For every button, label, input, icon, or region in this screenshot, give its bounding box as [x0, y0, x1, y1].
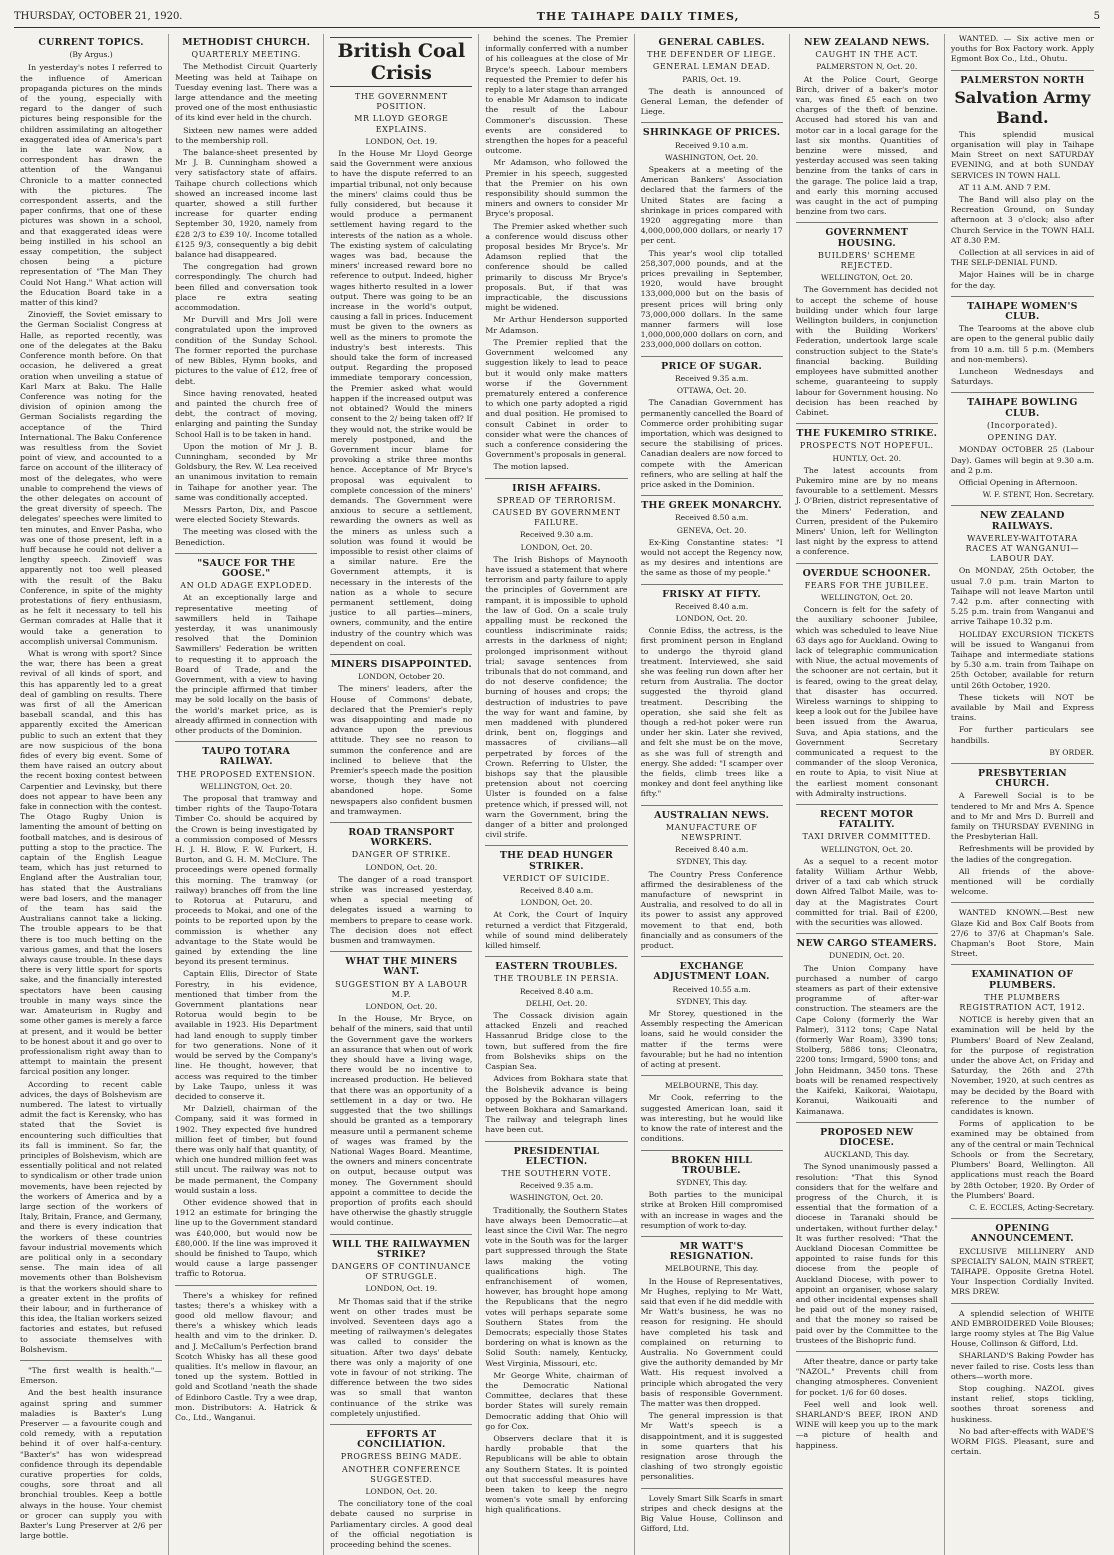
- paragraph: The proposal that tramway and timber rights of the Taupo-Totara Timber Co. should be acquired by the Crown is being investigated by a commission composed of Messrs H. J. H. Blow, F. W. Furkert, H. Burton, and G. H. M. McClure. The proceedings were opened formally this morning. The tramway (or railway) branches off from the line to Rotorua at Putaruru, and proceeds to Mokai, and one of the points to be reported upon by the commission is whether any advantage to the State would be gained by extending the line beyond its present terminus.: [175, 794, 318, 967]
- column-rule: [641, 122, 783, 123]
- paragraph: At the Police Court, George Birch, driver of a baker's motor van, was fined £5 each on two charges of the theft of benzine. Accused had stored his van and motor car in a local garage for the last six months. Quantities of benzine were missed, and yesterday accused was seen taking benzine from the tanks of cars in the garage. The police laid a trap, and early this morning accused was caught in the act of pumping benzine from two cars.: [795, 74, 938, 217]
- paragraph: After theatre, dance or party take "NAZOL." Prevents chill from changing atmospheres. Convenient for pocket. 1/6 for 60 doses.: [795, 1356, 938, 1397]
- article: [951, 296, 1094, 388]
- article: [175, 38, 317, 548]
- column-rule: [641, 1488, 783, 1489]
- signature: W. F. STENT, Hon. Secretary.: [982, 490, 1094, 500]
- paragraph: Both parties to the municipal strike at Broken Hill compromised with an increase in wages and the resumption of work to-day.: [640, 1190, 783, 1230]
- paragraph: WANTED KNOWN.—Best new Glaze Kid and Box Calf Boots from 27/6 to 37/6 at Chapman's Sale. Chapman's Boot Store, Main Street.: [950, 908, 1094, 959]
- paragraph: The Canadian Government has permanently cancelled the Board of Commerce order prohibiting sugar importation, which was designed to secure the stabilising of prices. Canadian dealers are now forced to compete with the American refiners, who are selling at half the price asked in the Dominion.: [640, 398, 783, 489]
- dateline: WASHINGTON, Oct. 20.: [509, 1193, 604, 1203]
- article-heading: IRISH AFFAIRS.: [512, 482, 601, 494]
- article: [641, 495, 783, 578]
- dateline: WELLINGTON, Oct. 20.: [200, 781, 293, 791]
- paragraph: Major Haines will be in charge for the day.: [950, 270, 1094, 290]
- paragraph: The Irish Bishops of Maynooth have issued a statement that where terrorism and party failure to apply the principles of Government are rampant, it is impossible to uphold the law of God. On a scale truly appalling must be reckoned the countless indiscriminate raids; arrests in the darkness of night; prolonged imprisonment without trial; savage sentences from tribunals that do not command, and do not deserve confidence; the burning of houses and crops; the destruction of industries to pave the way for want and famine, by men maddened with plundered drink, bent on, floggings and massacres of civilians—all perpetrated by forces of the Crown. Referring to Ulster, the bishops say that the plausible pretension about not coercing Ulster is founded on a false pretence which, if pressed will, not warn the Government, bring the danger of a bitter and prolonged civil strife.: [485, 554, 628, 840]
- column-2: [169, 34, 324, 1555]
- dateline: LONDON, Oct. 20.: [675, 613, 748, 623]
- paragraph: Lovely Smart Silk Scarfs in smart stripes and check designs at the Big Value House, Collinson and Gifford, Ltd.: [640, 1493, 783, 1534]
- paragraph: According to recent cable advices, the days of Bolshevism are numbered. The latest to virtually admit the fact is Kerensky, who has stated that the Soviet is encountering such difficulties that its fall is imminent. So far, the principles of Bolshevism, which are essentially political and not related to syndicalism or other trade union movements, have been rejected by the workers of America and by a large section of the workers of Italy, Britain, France, and Germany, and there is every indication that the workers of these countries favour industrial movements which are political only in a secondary sense. The main idea of all movements other than Bolshevism is that the workers should share to a greater extent in the profits of their labour, and in furtherance of this idea, the Italian workers seized factories and estates, but refused to associate themselves with Bolshevism.: [20, 1079, 163, 1354]
- article: [175, 741, 317, 1279]
- dateline: LONDON, Oct. 20.: [365, 862, 438, 872]
- article: [951, 763, 1094, 897]
- paragraph: As a sequel to a recent motor fatality William Arthur Webb, driver of a taxi cab which struck down Alfred Talbot Maile, was to-day at the Magistrates Court committed for trial. Bail of £200, with the securities was allowed.: [795, 856, 938, 928]
- paragraph: Ex-King Constantine states: "I would not accept the Regency now, as my desires and intentions are the same as those of my people.": [640, 537, 783, 578]
- paragraph: What is wrong with sport? Since the war, there has been a great revival of all kinds of sport, and this has apparently led to a great deal of gambling on results. There was first of all the American baseball scandal, and this has apparently excited the American public to such an extent that they are now suspicious of the bona fides of every big event. Some of them have raised an outcry about the recent boxing contest between Carpentier and Levinsky, but there does not appear to have been any fake in connection with the contest. The Otago Rugby Union is lamenting the amount of betting on football matches, and is desirous of putting a stop to the practice. The captain of the English League team, which has just returned to England after the Australian tour, has stated that the Australians were bad losers, and the manager of the team has said the Australians cannot take a licking. The trouble appears to be that there is too much betting on the various games, and that the losers always cause trouble. In these days there is very little sport for sports sake, and the financially interested spectators have been causing trouble in many ways since the war. Amateurism in Rugby and some other games is merely a farce at present, and it would be better to be honest about it and go over to professionalism right away than to attempt to maintain the present farcical position any longer.: [20, 648, 163, 1077]
- sub-heading: AN OLD ADAGE EXPLODED.: [180, 581, 313, 591]
- paragraph: In the House, Mr Bryce, on behalf of the miners, said that until the Government gave the workers an assurance that when out of work they should have a living wage, there would be no incentive to increased production. He believed that there was an opportunity of a settlement in a day or two. He suggested that the two shillings should be granted as a temporary measure until a permanent scheme of wages was framed by the National Wages Board. Meantime, the owners and miners concentrate on output, because output was money. The Government should appoint a committee to decide the proportion of profits each should have otherwise the ghastly struggle would continue.: [330, 1014, 473, 1228]
- article-heading: THE DEAD HUNGER STRIKER.: [499, 850, 614, 872]
- paragraph: The balance-sheet presented by Mr J. B. Cunningham showed a very satisfactory state of affairs. Taihape church collections which showed an increased income last quarter, showed a still further increase for quarter ending September 30, 1920, namely from £28 2/3 to £39 10/. Income totalled £125 9/3, consequently a big debit balance had disappeared.: [175, 148, 318, 260]
- article: [330, 654, 472, 817]
- paragraph: Since having renovated, heated and painted the church free of debt, the contract of moving, enlarging and painting the Sunday School Hall is to be taken in hand.: [175, 388, 318, 439]
- paragraph: The Synod unanimously passed a resolution: "That this Synod considers that for the welfare and progress of the Church, it is essential that the formation of a diocese in Taranaki should be undertaken, without further delay." It was further resolved: "That the Auckland Diocesan Committee be appointed to raise funds for this diocese from the people of Auckland Diocese, with power to appoint an organiser, whose salary and other incidental expenses shall be paid out of the money raised, and that the money so raised be paid over by the Committee to the trustees of the Bishopric fund.: [795, 1162, 938, 1345]
- dateline: DUNEDIN, Oct. 20.: [829, 951, 905, 961]
- paragraph: Advices from Bokhara state that the Bolshevik advance is being opposed by the Bokharan villagers between Bokhara and Samarkand. The railway and telegraph lines have been cut.: [485, 1074, 628, 1135]
- dateline: LONDON, Oct. 19.: [365, 1284, 438, 1294]
- article: [796, 804, 938, 928]
- sub-heading: THE GOVERNMENT POSITION.: [354, 92, 448, 112]
- paragraph: Mr Cook, referring to the suggested American loan, said it was interesting, but he would like to know the rate of interest and the conditions.: [640, 1093, 783, 1144]
- paragraph: Forms of application to be examined may be obtained from any of the central or main Technical Schools or from the Secretary, Plumbers' Board, Wellington. All applications must reach the Board by 28th October, 1920. By Order of the Plumbers' Board.: [950, 1119, 1094, 1200]
- article: [641, 584, 783, 800]
- paragraph: The latest accounts from Pukemiro mine are by no means favourable to a settlement. Messrs J. O'Brien, district representative of the Miners' Federation, and Curren, president of the Pukemiro Miners' Union, left for Wellington last night by the express to attend a conference.: [795, 465, 938, 557]
- paragraph: Mr George White, chairman of the Democratic National Committee, declares that these border States will surely remain Democratic adding that Ohio will go for Cox.: [485, 1370, 628, 1431]
- paragraph: At an exceptionally large and representative meeting of sawmillers held in Taihape yesterday, it was unanimously resolved that the Dominion Sawmillers' Federation be written to requesting it to approach the Board of Trade, and the Government, with a view to having the principle affirmed that timber may be sold locally on the basis of the world's market price, as is already affirmed in connection with other products of the Dominion.: [175, 593, 318, 735]
- column-rule: [641, 956, 783, 957]
- sub-heading: WAVERLEY-WAITOTARA RACES AT WANGANUI—LABOUR DAY.: [965, 533, 1080, 564]
- article: [796, 933, 938, 1116]
- paragraph: Mr Adamson, who followed the Premier in his speech, suggested that the Premier on his own responsibility should summon the miners and owners to consider Mr Bryce's proposal.: [485, 158, 628, 219]
- column-rule: [951, 902, 1094, 903]
- article: [796, 1351, 938, 1451]
- article: [641, 1236, 783, 1483]
- dateline: PARIS, Oct. 19.: [682, 74, 742, 84]
- paragraph: The danger of a road transport strike was increased yesterday, when a special meeting of delegates issued a warning to members to prepare to cease work. The decision does not effect busmen and tramwaymen.: [330, 874, 473, 946]
- received-time: Received 9.35 a.m.: [519, 1181, 594, 1191]
- paragraph: For further particulars see handbills.: [950, 725, 1094, 745]
- column-rule: [485, 478, 627, 479]
- sub-heading: THE SOUTHERN VOTE.: [501, 1168, 612, 1178]
- column-rule: [330, 1234, 472, 1235]
- lead-headline: British Coal Crisis: [330, 37, 472, 87]
- column-1: [14, 34, 169, 1555]
- article-heading: EXAMINATION OF PLUMBERS.: [971, 969, 1074, 991]
- paragraph: AT 11 A.M. AND 7 P.M.: [958, 182, 1051, 192]
- article-heading: PRESBYTERIAN CHURCH.: [977, 767, 1067, 790]
- article-heading: MR WATT'S RESIGNATION.: [669, 1240, 754, 1263]
- paragraph: On MONDAY, 25th October, the usual 7.0 p.m. train Marton to Taihape will not leave Marton until 7.42 p.m. after connecting with 5.25 p.m. train from Wanganui and arrive Taihape 10.32 p.m.: [950, 566, 1094, 627]
- sub-heading: THE TROUBLE IN PERSIA.: [493, 974, 620, 984]
- column-rule: [641, 1150, 783, 1151]
- article-heading: OVERDUE SCHOONER.: [802, 567, 931, 579]
- paragraph: Traditionally, the Southern States have always been Democratic—at least since the Civil War. The negro vote in the South was for the larger part suppressed through the State laws making the voting qualifications high. The enfranchisement of women, however, has brought hope among the Republicans that the negro votes will perhaps separate some Southern States from the Democrats; especially those States bordering on what is known as the Solid South: namely, Kentucky, West Virginia, Missouri, etc.: [485, 1205, 628, 1368]
- article: [485, 845, 627, 951]
- article-heading: MINERS DISAPPOINTED.: [330, 658, 472, 670]
- dateline: PALMERSTON N, Oct. 20.: [816, 62, 918, 72]
- column-rule: [330, 822, 472, 823]
- paragraph: Concern is felt for the safety of the auxiliary schooner Jubilee, which was scheduled to leave Niue 63 days ago for Auckland. Owing to lack of telegraphic communication with Niue, the actual movements of the schooner are not certain, but it is feared, owing to the great delay, that disaster has occurred. Wireless warnings to shipping to keep a look out for the Jubilee have been issued from the Awarua, Suva, and Apia stations, and the Government Secretary communicated a request to the commander of the sloop Veronica, en route to Apia, to visit Niue at the earliest moment consonant with Admiralty instructions.: [795, 605, 938, 798]
- page-number: 5: [1093, 11, 1100, 22]
- column-rule: [485, 956, 627, 957]
- column-rule: [951, 763, 1094, 764]
- sub-heading: QUARTERLY MEETING.: [191, 50, 301, 60]
- paragraph: In the House of Representatives, Mr Hughes, replying to Mr Watt, said that even if he did meddle with Mr Watt's business, he was no reason for resigning. He should have completed his task and complained on returning to Australia. No Government could give the authority demanded by Mr Watt. His request involved a principle which abrogated the very basis of responsible Government. The matter was then dropped.: [640, 1276, 783, 1408]
- paragraph: And the best health insurance against spring and summer maladies is Baxter's Lung Preserver — a favourite cough and cold remedy, with a reputation behind it of over half-a-century. "Baxter's" has won widespread confidence through its dependable curative properties for colds, coughs, sore throat and all bronchial troubles. Keep a bottle always in the house. Your chemist or grocer can supply you with Baxter's Lung Preserver at 2/6 per large bottle.: [20, 1388, 163, 1541]
- dateline: LONDON, October 20.: [357, 672, 445, 682]
- columns: [14, 34, 1100, 1550]
- sub-heading: DANGER OF STRIKE.: [351, 850, 451, 860]
- article: [951, 34, 1094, 65]
- article-heading: AUSTRALIAN NEWS.: [654, 809, 770, 821]
- sub-heading: PROSPECTS NOT HOPEFUL.: [799, 441, 934, 451]
- article: [796, 1122, 938, 1346]
- dateline: AUCKLAND, This day.: [824, 1150, 910, 1160]
- paragraph: "The first wealth is health."—Emerson.: [20, 1366, 163, 1386]
- paragraph: Collection at all services in aid of THE SELF-DENIAL FUND.: [950, 248, 1094, 268]
- article-heading: EXCHANGE ADJUSTMENT LOAN.: [653, 961, 770, 983]
- article-heading: EFFORTS AT CONCILIATION.: [357, 1428, 446, 1451]
- paragraph: The Government has decided not to accept the scheme of house building under which four large Wellington builders, in conjunction with the Building Workers' Federation, undertook large scale construction subject to the State's financial backing. Building employees have submitted another scheme, guaranteeing to supply labour for Government housing. No decision has been reached by Cabinet.: [795, 285, 938, 417]
- article-heading: RECENT MOTOR FATALITY.: [820, 809, 914, 831]
- article: [796, 423, 938, 557]
- sub-heading: SPREAD OF TERRORISM.: [496, 495, 617, 505]
- paragraph: The motion lapsed.: [493, 462, 569, 472]
- article: [641, 1150, 783, 1231]
- sub-heading: DANGERS OF CONTINUANCE OF STRUGGLE.: [331, 1261, 472, 1282]
- paragraph: The Cossack division again attacked Enzeli and reached Hassanrud Bridge close to the town, but suffered from the fire from Bolsheviks ships on the Caspian Sea.: [485, 1011, 628, 1072]
- paragraph: behind the scenes. The Premier informally conferred with a number of his colleagues at the close of Mr Bryce's speech. Labour members requested the Premier to defer his reply to a later stage than arranged to enable Mr Adamson to indicate the result of the Labour Commoner's discussion. These events are considered to strengthen the hopes for a peaceful outcome.: [485, 34, 628, 156]
- paragraph: Observers declare that it is hardly probable that the Republicans will be able to obtain any Southern States. It is pointed out that successful measures have been taken to keep the negro women's vote small by enforcing high qualifications.: [485, 1434, 628, 1515]
- column-7: [945, 34, 1100, 1555]
- received-time: Received 8.40 a.m.: [519, 986, 594, 996]
- article: [951, 1303, 1094, 1458]
- article: [951, 392, 1094, 500]
- sub-heading: GENERAL LEMAN DEAD.: [652, 62, 771, 72]
- dateline: HUNTLY, Oct. 20.: [832, 453, 902, 463]
- article: [175, 553, 317, 736]
- article: [330, 1424, 472, 1550]
- article-heading: TAUPO TOTARA RAILWAY.: [202, 746, 291, 768]
- paragraph: The Methodist Circuit Quarterly Meeting was held at Taihape on Tuesday evening last. There was a large attendance and the meeting proved one of the most enthusiastic of its kind ever held in the church.: [175, 62, 318, 123]
- paragraph: HOLIDAY EXCURSION TICKETS will be issued to Wanganui from Taihape and intermediate stations by 5.30 a.m. train from Taihape on 25th October, available for return until 26th October, 1920.: [950, 629, 1094, 690]
- dateline: DELHI, Oct. 20.: [525, 998, 588, 1008]
- sub-heading: VERDICT OF SUICIDE.: [503, 873, 610, 883]
- column-rule: [796, 1122, 938, 1123]
- article: [20, 38, 162, 1355]
- sub-heading: SUGGESTION BY A LABOUR M.P.: [335, 979, 468, 999]
- column-rule: [796, 1351, 938, 1352]
- article: [485, 1141, 627, 1516]
- paragraph: The general impression is that Mr Watt's speech is a disappointment, and it is suggested in some quarters that his resignation arose through the clashing of two strongly egoistic personalities.: [640, 1411, 783, 1482]
- article-heading: PRICE OF SUGAR.: [661, 360, 763, 372]
- column-rule: [796, 933, 938, 934]
- article: [951, 1218, 1094, 1297]
- column-rule: [485, 845, 627, 846]
- article: [796, 222, 938, 418]
- dateline: SYDNEY, This day.: [676, 996, 748, 1006]
- sub-heading: ANOTHER CONFERENCE SUGGESTED.: [341, 1464, 461, 1484]
- article-heading: THE GREEK MONARCHY.: [641, 500, 782, 512]
- paragraph: WANTED. — Six active men or youths for Box Factory work. Apply Egmont Box Co., Ltd., Ohutu.: [950, 34, 1094, 64]
- paragraph: Speakers at a meeting of the American Bankers' Association declared that the farmers of the United States are facing a shrinkage in prices compared with 1920 aggregating more than 4,000,000,000 dollars, or nearly 17 per cent.: [640, 165, 783, 246]
- paragraph: Feel well and look well. SHARLAND'S BEEF, IRON AND WINE will keep you up to the mark—a picture of health and happiness.: [795, 1399, 938, 1450]
- article: [641, 805, 783, 952]
- sub-heading: THE PROPOSED EXTENSION.: [176, 769, 316, 779]
- article-heading: FRISKY AT FIFTY.: [662, 588, 761, 600]
- column-rule: [951, 296, 1094, 297]
- paragraph: Captain Ellis, Director of State Forestry, in his evidence, mentioned that timber from the Government plantations near Rotorua would begin to be available in 1923. His Department had land enough to supply timber for two generations. None of it would be served by the Company's line. He thought, however, that access was required to the timber by Lake Taupo, unless it was decided to conserve it.: [175, 969, 318, 1101]
- article: [175, 1285, 317, 1424]
- dateline: WASHINGTON, Oct. 20.: [665, 152, 759, 162]
- paragraph: At Cork, the Court of Inquiry returned a verdict that Fitzgerald, while of sound mind deliberately killed himself.: [485, 910, 628, 951]
- received-time: Received 9.10 a.m.: [674, 140, 749, 150]
- paragraph: This splendid musical organisation will play in Taihape Main Street on next SATURDAY EVENING, and at both SUNDAY SERVICES IN TOWN HALL: [950, 129, 1094, 180]
- column-rule: [951, 1218, 1094, 1219]
- paragraph: SHARLAND'S Baking Powder has never failed to rise. Costs less than others—worth more.: [950, 1351, 1094, 1381]
- dateline: SYDNEY, This day.: [676, 1177, 748, 1187]
- paragraph: Other evidence showed that in 1912 an estimate for bringing the line up to the Government standard was £40,000, but would now be £80,000. If the line was improved it should be finished to Taupo, which would cause a large passenger traffic to Rotorua.: [175, 1197, 318, 1279]
- article: [485, 34, 627, 473]
- article-heading: SHRINKAGE OF PRICES.: [642, 127, 781, 139]
- paragraph: The death is announced of General Leman, the defender of Liege.: [640, 86, 783, 117]
- received-time: Received 8.40 a.m.: [674, 601, 749, 611]
- column-rule: [175, 1285, 317, 1286]
- column-rule: [951, 505, 1094, 506]
- article-heading: TAIHAPE BOWLING CLUB.: [967, 397, 1078, 419]
- article: [951, 70, 1094, 291]
- article: [641, 1075, 783, 1144]
- column-rule: [641, 356, 783, 357]
- column-rule: [641, 1236, 783, 1237]
- dateline: LONDON, Oct. 19.: [365, 136, 438, 146]
- newspaper-title: THE TAIHAPE DAILY TIMES,: [536, 10, 740, 23]
- paragraph: A splendid selection of WHITE AND EMBROIDERED Voile Blouses; large roomy styles at The Big Value House, Collinson & Gifford, Ltd.: [950, 1308, 1094, 1349]
- article: [796, 38, 938, 217]
- article-heading: BROKEN HILL TROUBLE.: [671, 1154, 752, 1176]
- column-rule: [951, 70, 1094, 71]
- paragraph: The Union Company have purchased a number of cargo steamers as part of their extensive programme of after-war construction. The steamers are the Cape Colony (formerly the War Palmer), 3112 tons; Cape Natal (formerly War Roam), 3390 tons; Stolberg, 5886 tons; Cleonatra, 2200 tons; Irmgard, 5900 tons; and John Heidmann, 3450 tons. These boats will be renamed respectively the Kaifeki, Kaikorai, Waiotapu, Koranui, Waikouaiti and Kaimanawa.: [795, 963, 938, 1116]
- paragraph: Refreshments will be provided by the ladies of the congregation.: [950, 844, 1094, 864]
- column-rule: [175, 741, 317, 742]
- column-5: [635, 34, 790, 1555]
- article-heading: CURRENT TOPICS.: [38, 37, 144, 48]
- article-heading: WHAT THE MINERS WANT.: [345, 956, 458, 978]
- article-heading: ROAD TRANSPORT WORKERS.: [348, 827, 455, 849]
- article: [485, 478, 627, 841]
- article: [20, 1360, 162, 1541]
- paragraph: Luncheon Wednesdays and Saturdays.: [950, 367, 1094, 387]
- paragraph: No bad after-effects with WADE'S WORM FIGS. Pleasant, sure and certain.: [950, 1426, 1094, 1457]
- article-heading: GENERAL CABLES.: [658, 37, 765, 48]
- paragraph: The conciliatory tone of the coal debate caused no surprise in Parliamentary circles. A good deal of the official negotiation is proceeding behind the scenes.: [330, 1499, 473, 1550]
- page-date: THURSDAY, OCTOBER 21, 1920.: [14, 11, 183, 22]
- article-heading: NEW ZEALAND RAILWAYS.: [980, 510, 1065, 532]
- article: [641, 122, 783, 350]
- signature: BY ORDER.: [1049, 747, 1094, 757]
- column-rule: [951, 1303, 1094, 1304]
- byline: (By Argus.): [69, 50, 113, 60]
- article-heading: TAIHAPE WOMEN'S CLUB.: [967, 300, 1078, 323]
- dateline: WELLINGTON, Oct. 20.: [820, 592, 913, 602]
- paragraph: The Premier asked whether such a conference would discuss other proposal besides Mr Bryce's. Mr Adamson replied that the conference should be called primarily to discuss Mr Bryce's proposals. But, if that was impracticable, the discussions might be widened.: [485, 221, 628, 313]
- paragraph: In yesterday's notes I referred to the influence of American propaganda pictures on the minds of the young, especially with regard to the danger of such pictures being responsible for the children assimilating an altogether exaggerated idea of America's part in the late war. Now, a correspondent has drawn the attention of the Wanganui Chronicle to a matter connected with the pictures. The correspondent asserts, and the paper confirms, that one of these pictures was shown in a school, and that exaggerated ideas were being instilled in his school an essay competition, the subject chosen being a picture representation of "The Man They Could Not Hang." What action will the Education Board take in a matter of this kind?: [20, 63, 163, 308]
- paragraph: The Premier replied that the Government welcomed any suggestion likely to lead to peace but it would only make matters worse if the Government prematurely entered a conference to which one party adopted a rigid and dual position. He promised to consult Cabinet in order to consider what were the chances of such a conference considering the Government's proposals in general.: [485, 337, 628, 460]
- article-heading: NEW ZEALAND NEWS.: [803, 37, 930, 48]
- column-rule: [641, 584, 783, 585]
- article: [641, 356, 783, 490]
- column-rule: [641, 805, 783, 806]
- article: [330, 37, 472, 649]
- column-rule: [485, 1141, 627, 1142]
- paragraph: Mr Storey, questioned in the Assembly respecting the American loans, said he would consider the matter if the terms were favourable; but he had no intention of acting at present.: [640, 1009, 783, 1070]
- column-rule: [796, 423, 938, 424]
- article-heading: WILL THE RAILWAYMEN STRIKE?: [332, 1238, 471, 1260]
- article: [951, 964, 1094, 1213]
- dateline: LONDON, Oct. 20.: [365, 1487, 438, 1496]
- article-heading: EASTERN TROUBLES.: [495, 961, 618, 973]
- paragraph: Mr Durvill and Mrs Joll were congratulated upon the improved condition of the Sunday School. The former reported the purchase of new Bibles, Hymn books, and pictures to the value of £12, free of debt.: [175, 315, 318, 386]
- column-rule: [175, 553, 317, 554]
- paragraph: Connie Ediss, the actress, is the first prominent person in England to undergo the thyroid gland treatment. Interviewed, she said she was feeling run down after her return from Australia. The doctor suggested the thyroid gland treatment. Describing the operation, she said she felt as though a red-hot poker were run under her skin. Later she revived, and felt she must be on the move, as she was full of strength and energy. She added: "I scamper over the fields, climb trees like a monkey and dont feel anything like fifty.": [640, 626, 783, 799]
- sub-heading: PROGRESS BEING MADE.: [340, 1452, 462, 1462]
- paragraph: MONDAY OCTOBER 25 (Labour Day). Games will begin at 9.30 a.m. and 2 p.m.: [950, 445, 1094, 475]
- column-rule: [796, 563, 938, 564]
- signature: C. E. ECCLES, Acting-Secretary.: [969, 1202, 1094, 1212]
- paragraph: Mr Arthur Henderson supported Mr Adamson.: [485, 315, 628, 335]
- sub-heading: THE DEFENDER OF LIEGE.: [647, 50, 777, 60]
- article-heading: NEW CARGO STEAMERS.: [796, 938, 937, 950]
- sub-heading: (Incorporated).: [987, 420, 1058, 430]
- column-6: [790, 34, 945, 1555]
- article: [330, 822, 472, 946]
- dateline: WELLINGTON, Oct. 20.: [820, 844, 913, 854]
- sub-heading: OPENING DAY.: [987, 433, 1058, 443]
- article: [330, 1234, 472, 1419]
- dateline: LONDON, Oct. 20.: [520, 542, 593, 552]
- paragraph: This year's wool clip totalled 258,307,000 pounds, and at the prices prevailing in September, 1920, would have brought 133,000,000 but on the basis of present prices will bring only 73,000,000 dollars. In the same manner farmers will lose 1,000,000,000 dollars on corn, and 233,000,000 dollars on cotton.: [640, 248, 783, 350]
- column-rule: [330, 1424, 472, 1425]
- dateline: SYDNEY, This day.: [676, 857, 748, 867]
- article-heading: PRESIDENTIAL ELECTION.: [513, 1145, 600, 1167]
- dateline: LONDON, Oct. 20.: [365, 1002, 438, 1012]
- article-heading: THE FUKEMIRO STRIKE.: [796, 428, 938, 440]
- received-time: Received 9.30 a.m.: [519, 530, 594, 540]
- paragraph: All friends of the above-mentioned will be cordially welcome.: [950, 866, 1094, 897]
- received-time: Received 8.50 a.m.: [674, 513, 749, 523]
- article: [951, 505, 1094, 758]
- dateline: MELBOURNE, This day.: [665, 1081, 759, 1091]
- paragraph: In the House Mr Lloyd George said the Government were anxious to have the dispute referred to an impartial tribunal, not only because the miners' claims could thus be fully considered, but because it would produce a permanent settlement having regard to the interests of the nation as a whole. The existing system of calculating wages was bad, because the miners' increased reward bore no reference to output. Indeed, higher wages hitherto resulted in a lower output. There was going to be an increase in the world's output, causing a fall in prices. Inducement must be given to the owners as well as the miners to promote the industry's best interests. This should take the form of increased output. Regarding the proposed immediate temporary concession, the Premier asked what would happen if the increased output was not obtained? Would the miners consent to the 2/ being taken off? If they would not, the strike would be merely postponed, and the Government incur blame for provoking a strike three months hence. Acceptance of Mr Bryce's proposal was equivalent to complete concession of the miners' demands. The Government were anxious to secure a settlement, rewarding the owners as well as the miners as unless such a solution was found it would be impossible to resist other claims of a similar nature. Ere the Government attempts, it is necessary in the interests of the nation as a whole to secure permanent settlement, doing justice to all parties—miners, owners, community, and the entire industry of the country which was dependent on coal.: [330, 149, 473, 648]
- article-heading: PALMERSTON NORTH: [960, 74, 1085, 86]
- paragraph: The Band will also play on the Recreation Ground, on Sunday afternoon at 3 o'clock; also after Church Service in the TOWN HALL AT 8.30 P.M.: [950, 195, 1094, 245]
- masthead: [14, 6, 1100, 28]
- paragraph: Stop coughing. NAZOL gives instant relief, stops tickling, soothes throat soreness and huskiness.: [950, 1383, 1094, 1424]
- column-rule: [641, 1075, 783, 1076]
- sub-heading: CAUSED BY GOVERNMENT FAILURE.: [492, 507, 621, 528]
- paragraph: Mr Thomas said that if the strike went on other trades must be involved. Seventeen days ago a meeting of railwaymen's delegates was called to consider the situation. After two days' debate there was only a majority of one vote in favour of not striking. The difference between the two sides was so small that wanton continuance of the strike was completely unjustified.: [330, 1296, 473, 1418]
- dateline: GENEVA, Oct. 20.: [676, 525, 747, 535]
- paragraph: The congregation had grown correspondingly. The church had been filled and conversation took place re extra seating accommodation.: [175, 262, 318, 313]
- column-rule: [641, 495, 783, 496]
- article: [951, 902, 1094, 959]
- sub-heading: CAUGHT IN THE ACT.: [815, 50, 919, 60]
- article-heading: PROPOSED NEW DIOCESE.: [820, 1126, 914, 1148]
- sub-heading: MR LLOYD GEORGE EXPLAINS.: [354, 114, 449, 134]
- received-time: Received 10.55 a.m.: [672, 984, 751, 994]
- sub-heading: TAXI DRIVER COMMITTED.: [802, 832, 932, 842]
- column-3: [324, 34, 479, 1555]
- article-heading: METHODIST CHURCH.: [182, 37, 311, 48]
- sub-heading: BUILDERS' SCHEME REJECTED.: [817, 250, 916, 271]
- paragraph: The Tearooms at the above club are open to the general public daily from 10 a.m. till 5 p.m. (Members and non-members).: [950, 324, 1094, 364]
- paragraph: Messrs Parton, Dix, and Pascoe were elected Society Stewards.: [175, 504, 318, 525]
- paragraph: Official Opening in Afternoon.: [958, 477, 1078, 487]
- article: [641, 1488, 783, 1535]
- paragraph: Zinovieff, the Soviet emissary to the German Socialist Congress at Halle, as reported recently, was one of the delegates at the Baku Conference month before. On that occasion, he delivered a great oration when unveiling a statue of Karl Marx at Baku. The Halle Conference was noting for the division of opinion among the German Socialists regarding the acceptance of the Third International. The Baku Conference was resultless from the Soviet point of view, and accounted to a farce on account of the illiteracy of most of the delegates, who were unable to comprehend the views of the other delegates on account of the great diversity of speech. The delegates' speeches were limited to ten minutes, and Enver Pasha, who was one of those present, left in a huff because he could not deliver a lengthy speech. Zinovieff was apparently not too well pleased with the result of the Baku Conference, in spite of the mighty protestations of fiery enthusiasm, as he felt it necessary to tell his German comrades at Halle that it would take a generation to accomplish universal Communism.: [20, 310, 163, 646]
- sub-heading: FEARS FOR THE JUBILEE.: [804, 580, 929, 590]
- paragraph: The Country Press Conference affirmed the desirableness of the manufacture of newsprint in Australia, and resolved to do all in its power to assist any approved movement to that end, both financially and as consumers of the product.: [640, 869, 783, 951]
- paragraph: There's a whiskey for refined tastes; there's a whiskey with a good old mellow flavour; and there's a whiskey which leads health and vim to the drinker. D. and J. McCallum's Perfection brand Scotch Whisky has all these good qualities. It's mellow in flavour, an toned up the system. Bottled in gold and Scotland 'neath the shade of Edinboro Castle. Try a wee drap, mon. Distributors: A. Hatrick & Co., Ltd., Wanganui.: [175, 1290, 318, 1422]
- column-rule: [330, 951, 472, 952]
- column-rule: [20, 1360, 162, 1361]
- paragraph: Mr Dalziell, chairman of the Company, said it was formed in 1902. They expected five hundred million feet of timber, but found there was only half that quantity, of which one hundred million feet was still uncut. The railway was not to be made permanent, the Company would sustain a loss.: [175, 1104, 318, 1195]
- dateline: WELLINGTON, Oct. 20.: [820, 273, 913, 283]
- paragraph: Sixteen new names were added to the membership roll.: [175, 125, 318, 145]
- paragraph: These tickets will NOT be available by Mail and Express trains.: [950, 692, 1094, 723]
- dateline: LONDON, Oct. 20.: [520, 898, 593, 908]
- article-heading: GOVERNMENT HOUSING.: [825, 227, 909, 249]
- column-4: [479, 34, 634, 1555]
- paragraph: EXCLUSIVE MILLINERY AND SPECIALTY SALON, MAIN STREET, TAIHAPE. Opposite Gretna Hotel. Your Inspection Cordially Invited. MRS DREW.: [950, 1246, 1094, 1297]
- sub-heading: MANUFACTURE OF NEWSPRINT.: [665, 822, 758, 843]
- received-time: Received 8.40 a.m.: [519, 886, 594, 896]
- article: [641, 38, 783, 117]
- column-rule: [951, 392, 1094, 393]
- article: [796, 563, 938, 799]
- article: [330, 951, 472, 1228]
- article-heading: OPENING ANNOUNCEMENT.: [970, 1223, 1074, 1245]
- paragraph: The meeting was closed with the Benediction.: [175, 527, 318, 547]
- dateline: MELBOURNE, This day.: [665, 1264, 759, 1274]
- paragraph: A Farewell Social is to be tendered to Mr and Mrs A. Spence and to Mr and Mrs D. Burrell and family on THURSDAY EVENING in the Presbyterian Hall.: [950, 791, 1094, 842]
- paragraph: Upon the motion of Mr J. B. Cunningham, seconded by Mr Goldsbury, the Rev. W. Lea received an unanimous invitation to remain in Taihape for another year. The same was conditionally accepted.: [175, 441, 318, 502]
- article: [485, 956, 627, 1135]
- article: [641, 956, 783, 1070]
- column-rule: [951, 964, 1094, 965]
- paragraph: The miners' leaders, after the House of Commons' debate, declared that the Premier's reply was disappointing and made no advance upon the previous attitude. They see no reason to summon the conference and are inclined to believe that the Premier's speech made the position worse, though they have not abandoned hope. Some newspapers also confident busmen and tramwaymen.: [330, 684, 473, 816]
- band-title: Salvation Army Band.: [954, 87, 1091, 127]
- column-rule: [330, 654, 472, 655]
- received-time: Received 9.35 a.m.: [674, 373, 749, 383]
- article-heading: "SAUCE FOR THE GOOSE.": [197, 557, 296, 579]
- paragraph: NOTICE is hereby given that an examination will be held by the Plumbers' Board of New Zealand, for the purpose of registration under the above Act, on Friday and Saturday, the 26th and 27th November, 1920, at such centres as may be decided by the Board with reference to the number of candidates is known.: [950, 1015, 1094, 1117]
- column-rule: [796, 804, 938, 805]
- received-time: Received 8.40 a.m.: [674, 845, 749, 855]
- dateline: OTTAWA, Oct. 20.: [676, 386, 747, 396]
- column-rule: [796, 222, 938, 223]
- sub-heading: THE PLUMBERS REGISTRATION ACT, 1912.: [959, 992, 1086, 1013]
